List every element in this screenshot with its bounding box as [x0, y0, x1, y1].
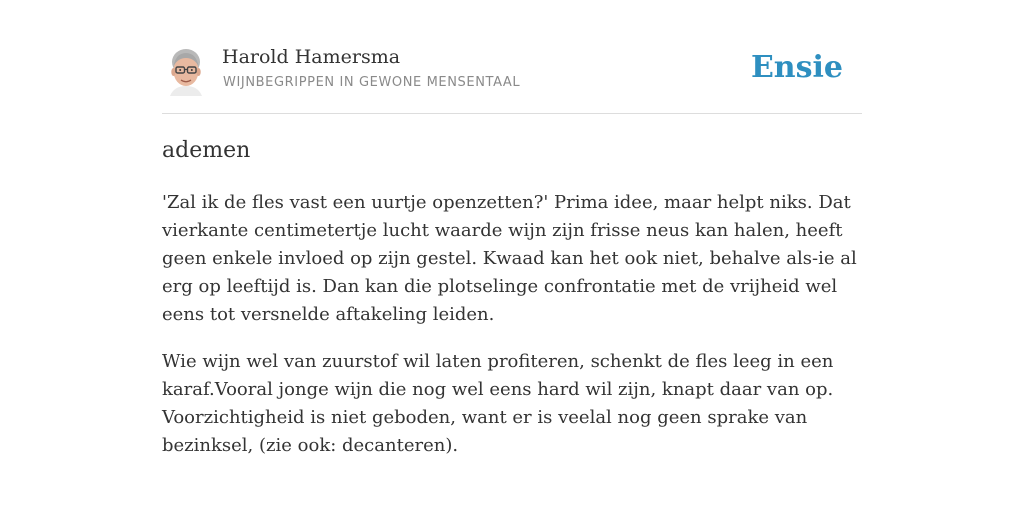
entry-paragraph: Wie wijn wel van zuurstof wil laten profiteren, schenkt de fles leeg in een karaf.Vooral jonge wijn die nog wel eens hard wil zijn, knapt daar van op. Voorzichtigheid is niet geboden, want er is veelal nog geen sprake van bezinksel, (zie ook: decanteren). — [162, 351, 834, 456]
author-name: Harold Hamersma — [222, 46, 401, 68]
ensie-logo-link[interactable]: Ensie — [750, 50, 843, 85]
author-header — [162, 40, 862, 114]
author-subtitle: WIJNBEGRIPPEN IN GEWONE MENSENTAAL — [223, 75, 521, 90]
entry-card — [162, 40, 862, 479]
entry-paragraph: 'Zal ik de fles vast een uurtje openzetten?' Prima idee, maar helpt niks. Dat vierkante centimetertje lucht waarde wijn zijn frisse neus kan halen, heeft geen enkele invloed op zijn gestel. Kwaad kan het ook niet, behalve als-ie al erg op leeftijd is. Dan kan die plotselinge confrontatie met de vrijheid wel eens tot versnelde aftakeling leiden. — [162, 192, 857, 325]
entry-body — [162, 189, 862, 460]
entry-title: ademen — [162, 138, 251, 163]
author-avatar — [164, 46, 208, 96]
